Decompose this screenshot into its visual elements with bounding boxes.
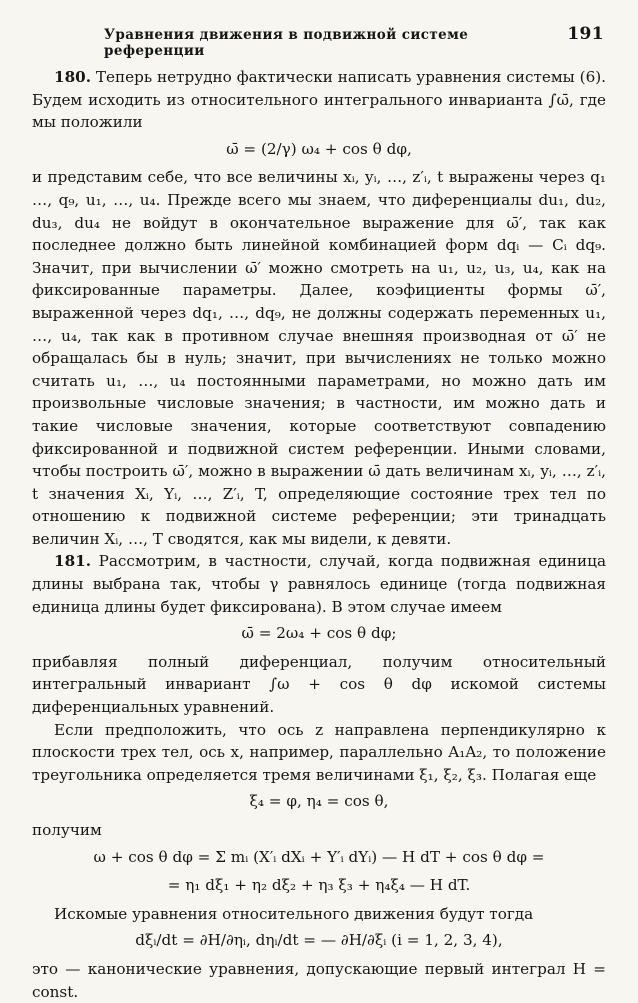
paragraph-6: получим: [32, 821, 102, 839]
paragraph-4: прибавляя полный диференциал, получим относительный интегральный инвариант ∫ω + cos θ dφ искомой системы диференциальных уравнений.: [32, 652, 606, 717]
formula-sum-line-2: = η₁ dξ₁ + η₂ dξ₂ + η₃ ξ₃ + η₄ξ₄ — H dT.: [167, 876, 471, 895]
body-text: [32, 66, 606, 1003]
formula-canonical-equations: dξᵢ/dt = ∂H/∂ηᵢ, dηᵢ/dt = — ∂H/∂ξᵢ (i = 1, 2, 3, 4),: [135, 931, 503, 950]
section-number-181: 181.: [54, 552, 91, 571]
page-number: 191: [567, 24, 604, 44]
paragraph-181-text: Рассмотрим, в частности, случай, когда подвижная единица длины выбрана так, чтобы γ равнялось единице (тогда подвижная единица длины будет фиксирована). В этом случае имеем: [32, 552, 607, 616]
paragraph-7: Искомые уравнения относительного движения будут тогда: [54, 904, 534, 923]
section-number-180: 180.: [54, 68, 91, 86]
paragraph-180-text: Теперь нетрудно фактически написать уравнения системы (6). Будем исходить из относительного интегрального инварианта ∫ω̄, где мы положили: [32, 68, 607, 132]
formula-sum-line-1: ω + cos θ dφ = Σ mᵢ (X′ᵢ dXᵢ + Y′ᵢ dYᵢ) — H dT + cos θ dφ =: [93, 847, 545, 866]
paragraph-180: [32, 66, 606, 134]
formula-omega-bar: ω̄ = (2/γ) ω₄ + cos θ dφ,: [226, 139, 412, 158]
formula-xi-eta: ξ₄ = φ, η₄ = cos θ,: [249, 792, 389, 811]
running-header: [104, 24, 604, 59]
paragraph-2: и представим себе, что все величины xᵢ, yᵢ, …, z′ᵢ, t выражены через q₁ …, q₉, u₁, …, u₄. Прежде всего мы знаем, что диференциалы du₁, du₂, du₃, du₄ не войдут в окончательное выражение для ω̄′, так как последнее должно быть линейной комбинацией форм dqᵢ — Cᵢ dq₉. Значит, при вычислении ω̄′ можно смотреть на u₁, u₂, u₃, u₄, как на фиксированные параметры. Далее, коэфициенты формы ω̄′, выраженной через dq₁, …, dq₉, не должны содержать переменных u₁, …, u₄, так как в противном случае внешняя производная от ω̄′ не обращалась бы в нуль; значит, при вычислениях не только можно считать u₁, …, u₄ постоянными параметрами, но можно дать им произвольные числовые значения; в частности, им можно дать и такие числовые значения, которые соответствуют совпадению фиксированной и подвижной систем референции. Иными словами, чтобы построить ω̄′, можно в выражении ω̄ дать величинам xᵢ, yᵢ, …, z′ᵢ, t значения Xᵢ, Yᵢ, …, Z′ᵢ, T, определяющие состояние трех тел по отношению к подвижной системе референции; эти тринадцать величин Xᵢ, …, T сводятся, как мы видели, к девяти.: [32, 168, 606, 548]
paragraph-8: это — канонические уравнения, допускающие первый интеграл H = const.: [32, 959, 606, 1001]
paragraph-5: Если предположить, что ось z направлена перпендикулярно к плоскости трех тел, ось x, например, параллельно A₁A₂, то положение треугольника определяется тремя величинами ξ₁, ξ₂, ξ₃. Полагая еще: [32, 720, 606, 784]
paragraph-181: [32, 550, 606, 618]
formula-omega-bar-2: ω̄ = 2ω₄ + cos θ dφ;: [241, 624, 397, 643]
header-title: Уравнения движения в подвижной системе референции: [104, 27, 469, 59]
